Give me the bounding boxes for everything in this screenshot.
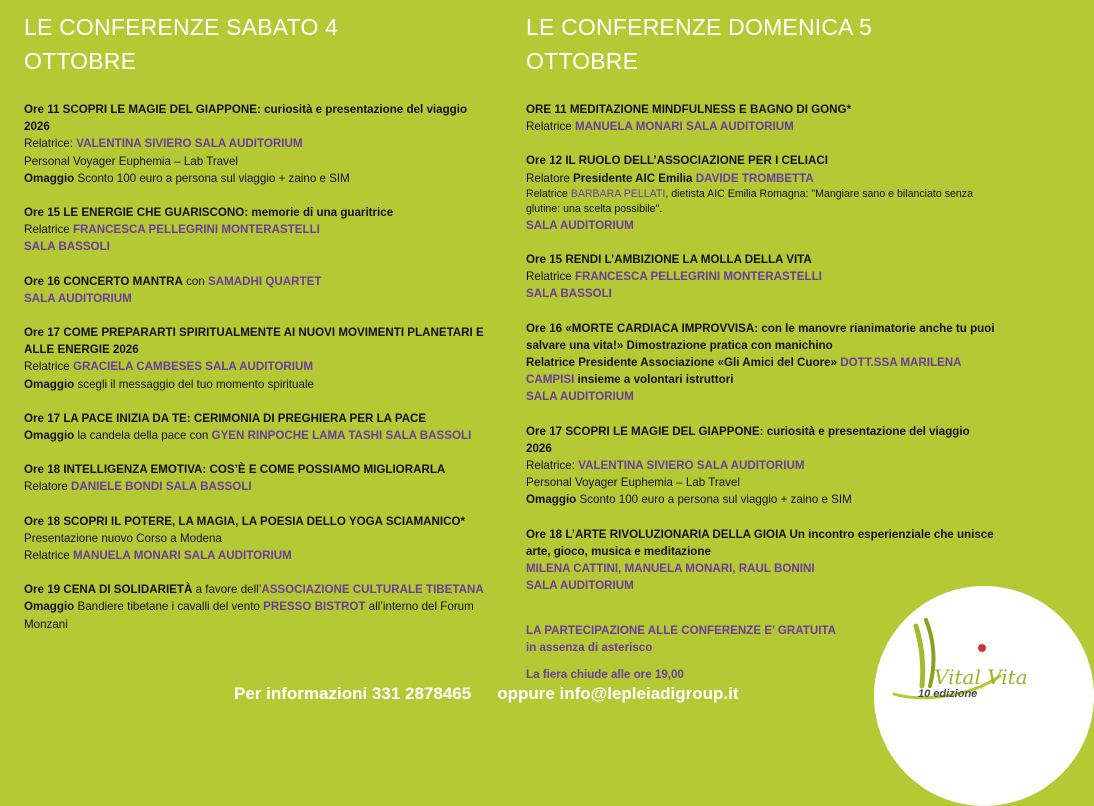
event-sat-1: Ore 11 SCOPRI LE MAGIE DEL GIAPPONE: curiosità e presentazione del viaggio 2026 Relatrice: VALENTINA SIVIERO SALA AUDITORIUM Personal Voyager Euphemia – Lab Travel Omaggio Sconto 100 euro a persona sul viaggio + zaino e SIM [24,103,468,185]
event-sat-7: Ore 18 SCOPRI IL POTERE, LA MAGIA, LA POESIA DELLO YOGA SCIAMANICO* Presentazione nuovo Corso a Modena Relatrice MANUELA MONARI SALA AUDITORIUM [24,514,466,563]
sunday-title: LE CONFERENZE DOMENICA 5 OTTOBRE [526,14,873,74]
saturday-column [24,10,484,650]
event-sun-1: ORE 11 MEDITAZIONE MINDFULNESS E BAGNO DI GONG* Relatrice MANUELA MONARI SALA AUDITORIUM [526,103,852,134]
footer-contact [234,684,739,704]
event-sun-6: Ore 18 L’ARTE RIVOLUZIONARIA DELLA GIOIA Un incontro esperienziale che unisce arte, gioco, musica e meditazione MILENA CATTINI, MANUELA MONARI, RAUL BONINI SALA AUDITORIUM [526,527,994,593]
event-sun-2: Ore 12 IL RUOLO DELL’ASSOCIAZIONE PER I CELIACI Relatore Presidente AIC Emilia DAVIDE TROMBETTA Relatrice BARBARA PELLATI, dietista AIC Emilia Romagna: "Mangiare sano e bilanciato senza glutine: una scelta possibile". SALA AUDITORIUM [526,154,973,232]
asterisk-note: in assenza di asterisco [526,641,653,655]
saturday-title: LE CONFERENZE SABATO 4 OTTOBRE [24,14,339,74]
free-entry-note: LA PARTECIPAZIONE ALLE CONFERENZE E’ GRATUITA [526,624,837,637]
sunday-column [526,10,996,611]
event-sun-4: Ore 16 «MORTE CARDIACA IMPROVVISA: con le manovre rianimatorie anche tu puoi salvare una vita!» Dimostrazione pratica con manichino Relatrice Presidente Associazione «Gli Amici del Cuore» DOTT.SSA MARILENA CAMPISI insieme a volontari istruttori SALA AUDITORIUM [526,321,995,404]
event-sat-6: Ore 18 INTELLIGENZA EMOTIVA: COS’È E COME POSSIAMO MIGLIORARLA Relatore DANIELE BONDI SALA BASSOLI [24,463,446,494]
edition-label: 10 edizione [918,688,978,700]
event-sat-3: Ore 16 CONCERTO MANTRA con SAMADHI QUARTET SALA AUDITORIUM [24,274,322,305]
event-sun-3: Ore 15 RENDI L’AMBIZIONE LA MOLLA DELLA VITA Relatrice FRANCESCA PELLEGRINI MONTERASTELLI SALA BASSOLI [526,253,822,301]
event-sat-8: Ore 19 CENA DI SOLIDARIETÀ a favore dell’ASSOCIAZIONE CULTURALE TIBETANA Omaggio Bandiere tibetane i cavalli del vento PRESSO BISTROT all’interno del Forum Monzani [24,583,484,631]
event-sun-5: Ore 17 SCOPRI LE MAGIE DEL GIAPPONE: curiosità e presentazione del viaggio 2026 Relatrice: VALENTINA SIVIERO SALA AUDITORIUM Personal Voyager Euphemia – Lab Travel Omaggio Sconto 100 euro a persona sul viaggio + zaino e SIM [526,424,970,507]
info-phone: Per informazioni 331 2878465 [234,684,472,703]
event-sat-5: Ore 17 LA PACE INIZIA DA TE: CERIMONIA DI PREGHIERA PER LA PACE Omaggio la candela della pace con GYEN RINPOCHE LAMA TASHI SALA BASSOLI [24,411,472,443]
event-sat-4: Ore 17 COME PREPARARTI SPIRITUALMENTE AI NUOVI MOVIMENTI PLANETARI E ALLE ENERGIE 2026 Relatrice GRACIELA CAMBESES SALA AUDITORIUM Omaggio scegli il messaggio del tuo momento spirituale [24,326,484,391]
svg-text:Vital Vita: Vital Vita [934,665,1028,689]
event-sat-2: Ore 15 LE ENERGIE CHE GUARISCONO: memorie di una guaritrice Relatrice FRANCESCA PELLEGRINI MONTERASTELLI SALA BASSOLI [24,206,394,254]
closing-time-note: La fiera chiude alle ore 19,00 [526,668,684,682]
notes [526,622,836,684]
info-email: oppure info@lepleiadigroup.it [497,684,739,703]
